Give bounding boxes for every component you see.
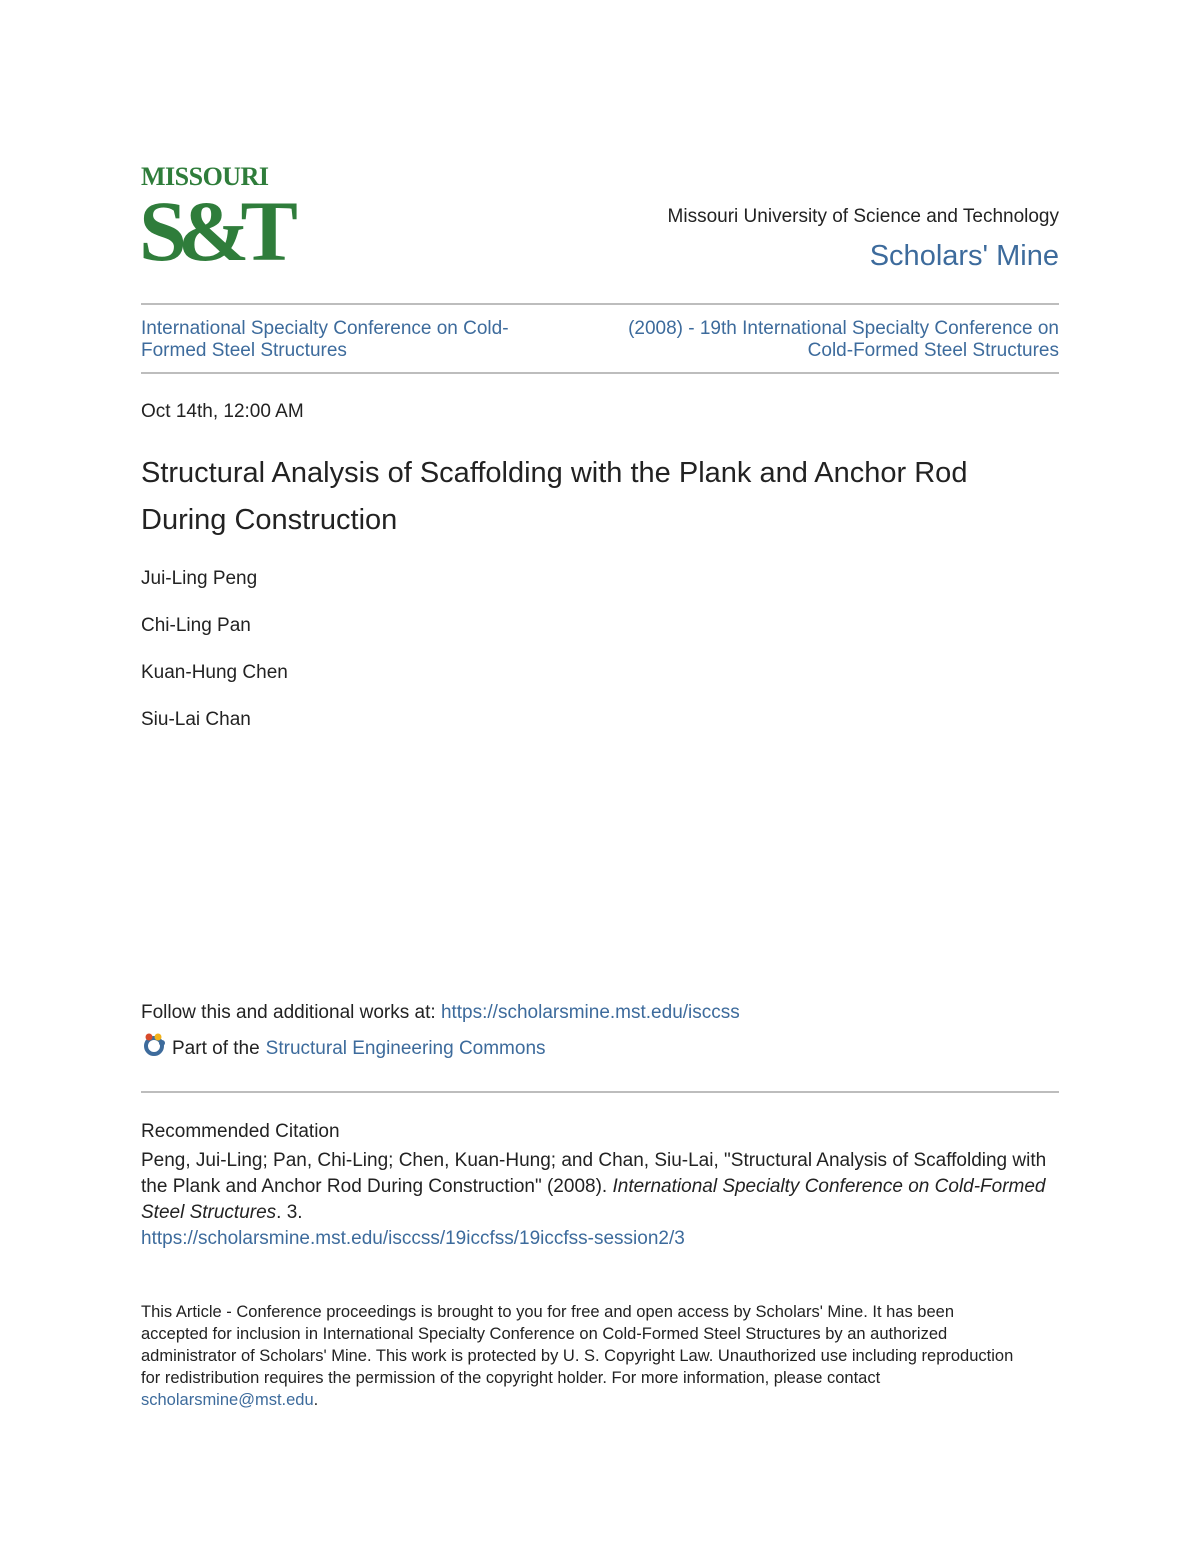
notice-end: . bbox=[313, 1391, 319, 1409]
author-name: Siu-Lai Chan bbox=[141, 709, 251, 730]
commons-network-icon bbox=[141, 1032, 167, 1058]
collections-divider bbox=[141, 372, 1059, 374]
top-divider bbox=[141, 303, 1059, 305]
citation-text: Peng, Jui-Ling; Pan, Chi-Ling; Chen, Kuan-Hung; and Chan, Siu-Lai, "Structural Analysis of Scaffolding with the Plank and Anchor Rod During Construction" (2008). bbox=[141, 1150, 1047, 1197]
collection-url-link[interactable]: https://scholarsmine.mst.edu/isccss bbox=[440, 1002, 740, 1023]
part-of-line bbox=[141, 1038, 546, 1060]
commons-link[interactable]: Structural Engineering Commons bbox=[265, 1038, 546, 1059]
author-name: Jui-Ling Peng bbox=[141, 568, 258, 589]
citation-body bbox=[141, 1148, 1059, 1252]
logo-wordmark-main: S&T bbox=[139, 183, 289, 279]
logo-wordmark-top: MISSOURI bbox=[141, 162, 269, 191]
access-notice bbox=[141, 1301, 1021, 1411]
follow-label: Follow this and additional works at: bbox=[141, 1002, 436, 1023]
series-link[interactable]: International Specialty Conference on Cold-Formed Steel Structures bbox=[141, 318, 509, 361]
citation-number: . 3. bbox=[276, 1202, 303, 1223]
paper-title: Structural Analysis of Scaffolding with the Plank and Anchor Rod During Construction bbox=[141, 457, 968, 536]
contact-email-link[interactable]: scholarsmine@mst.edu bbox=[141, 1391, 314, 1409]
part-of-label: Part of the bbox=[172, 1038, 260, 1059]
citation-heading: Recommended Citation bbox=[141, 1121, 340, 1142]
citation-journal: International Specialty Conference on Cold-Formed Steel Structures bbox=[141, 1176, 1046, 1223]
university-name: Missouri University of Science and Technology bbox=[667, 206, 1059, 227]
citation-url-link[interactable]: https://scholarsmine.mst.edu/isccss/19iccfss/19iccfss-session2/3 bbox=[141, 1228, 685, 1249]
conference-link[interactable]: (2008) - 19th International Specialty Conference on Cold-Formed Steel Structures bbox=[628, 318, 1059, 361]
author-name: Chi-Ling Pan bbox=[141, 615, 251, 636]
citation-divider bbox=[141, 1091, 1059, 1093]
follow-line bbox=[141, 1002, 740, 1024]
notice-text: This Article - Conference proceedings is brought to you for free and open access by Scholars' Mine. It has been accepted for inclusion in International Specialty Conference on Cold-Formed Steel Structures by an authorized administrator of Scholars' Mine. This work is protected by U. S. Copyright Law. Unauthorized use including reproduction for redistribution requires the permission of the copyright holder. For more information, please contact bbox=[141, 1303, 1014, 1387]
repository-link[interactable]: Scholars' Mine bbox=[869, 240, 1059, 272]
author-name: Kuan-Hung Chen bbox=[141, 662, 288, 683]
event-date: Oct 14th, 12:00 AM bbox=[141, 401, 304, 422]
